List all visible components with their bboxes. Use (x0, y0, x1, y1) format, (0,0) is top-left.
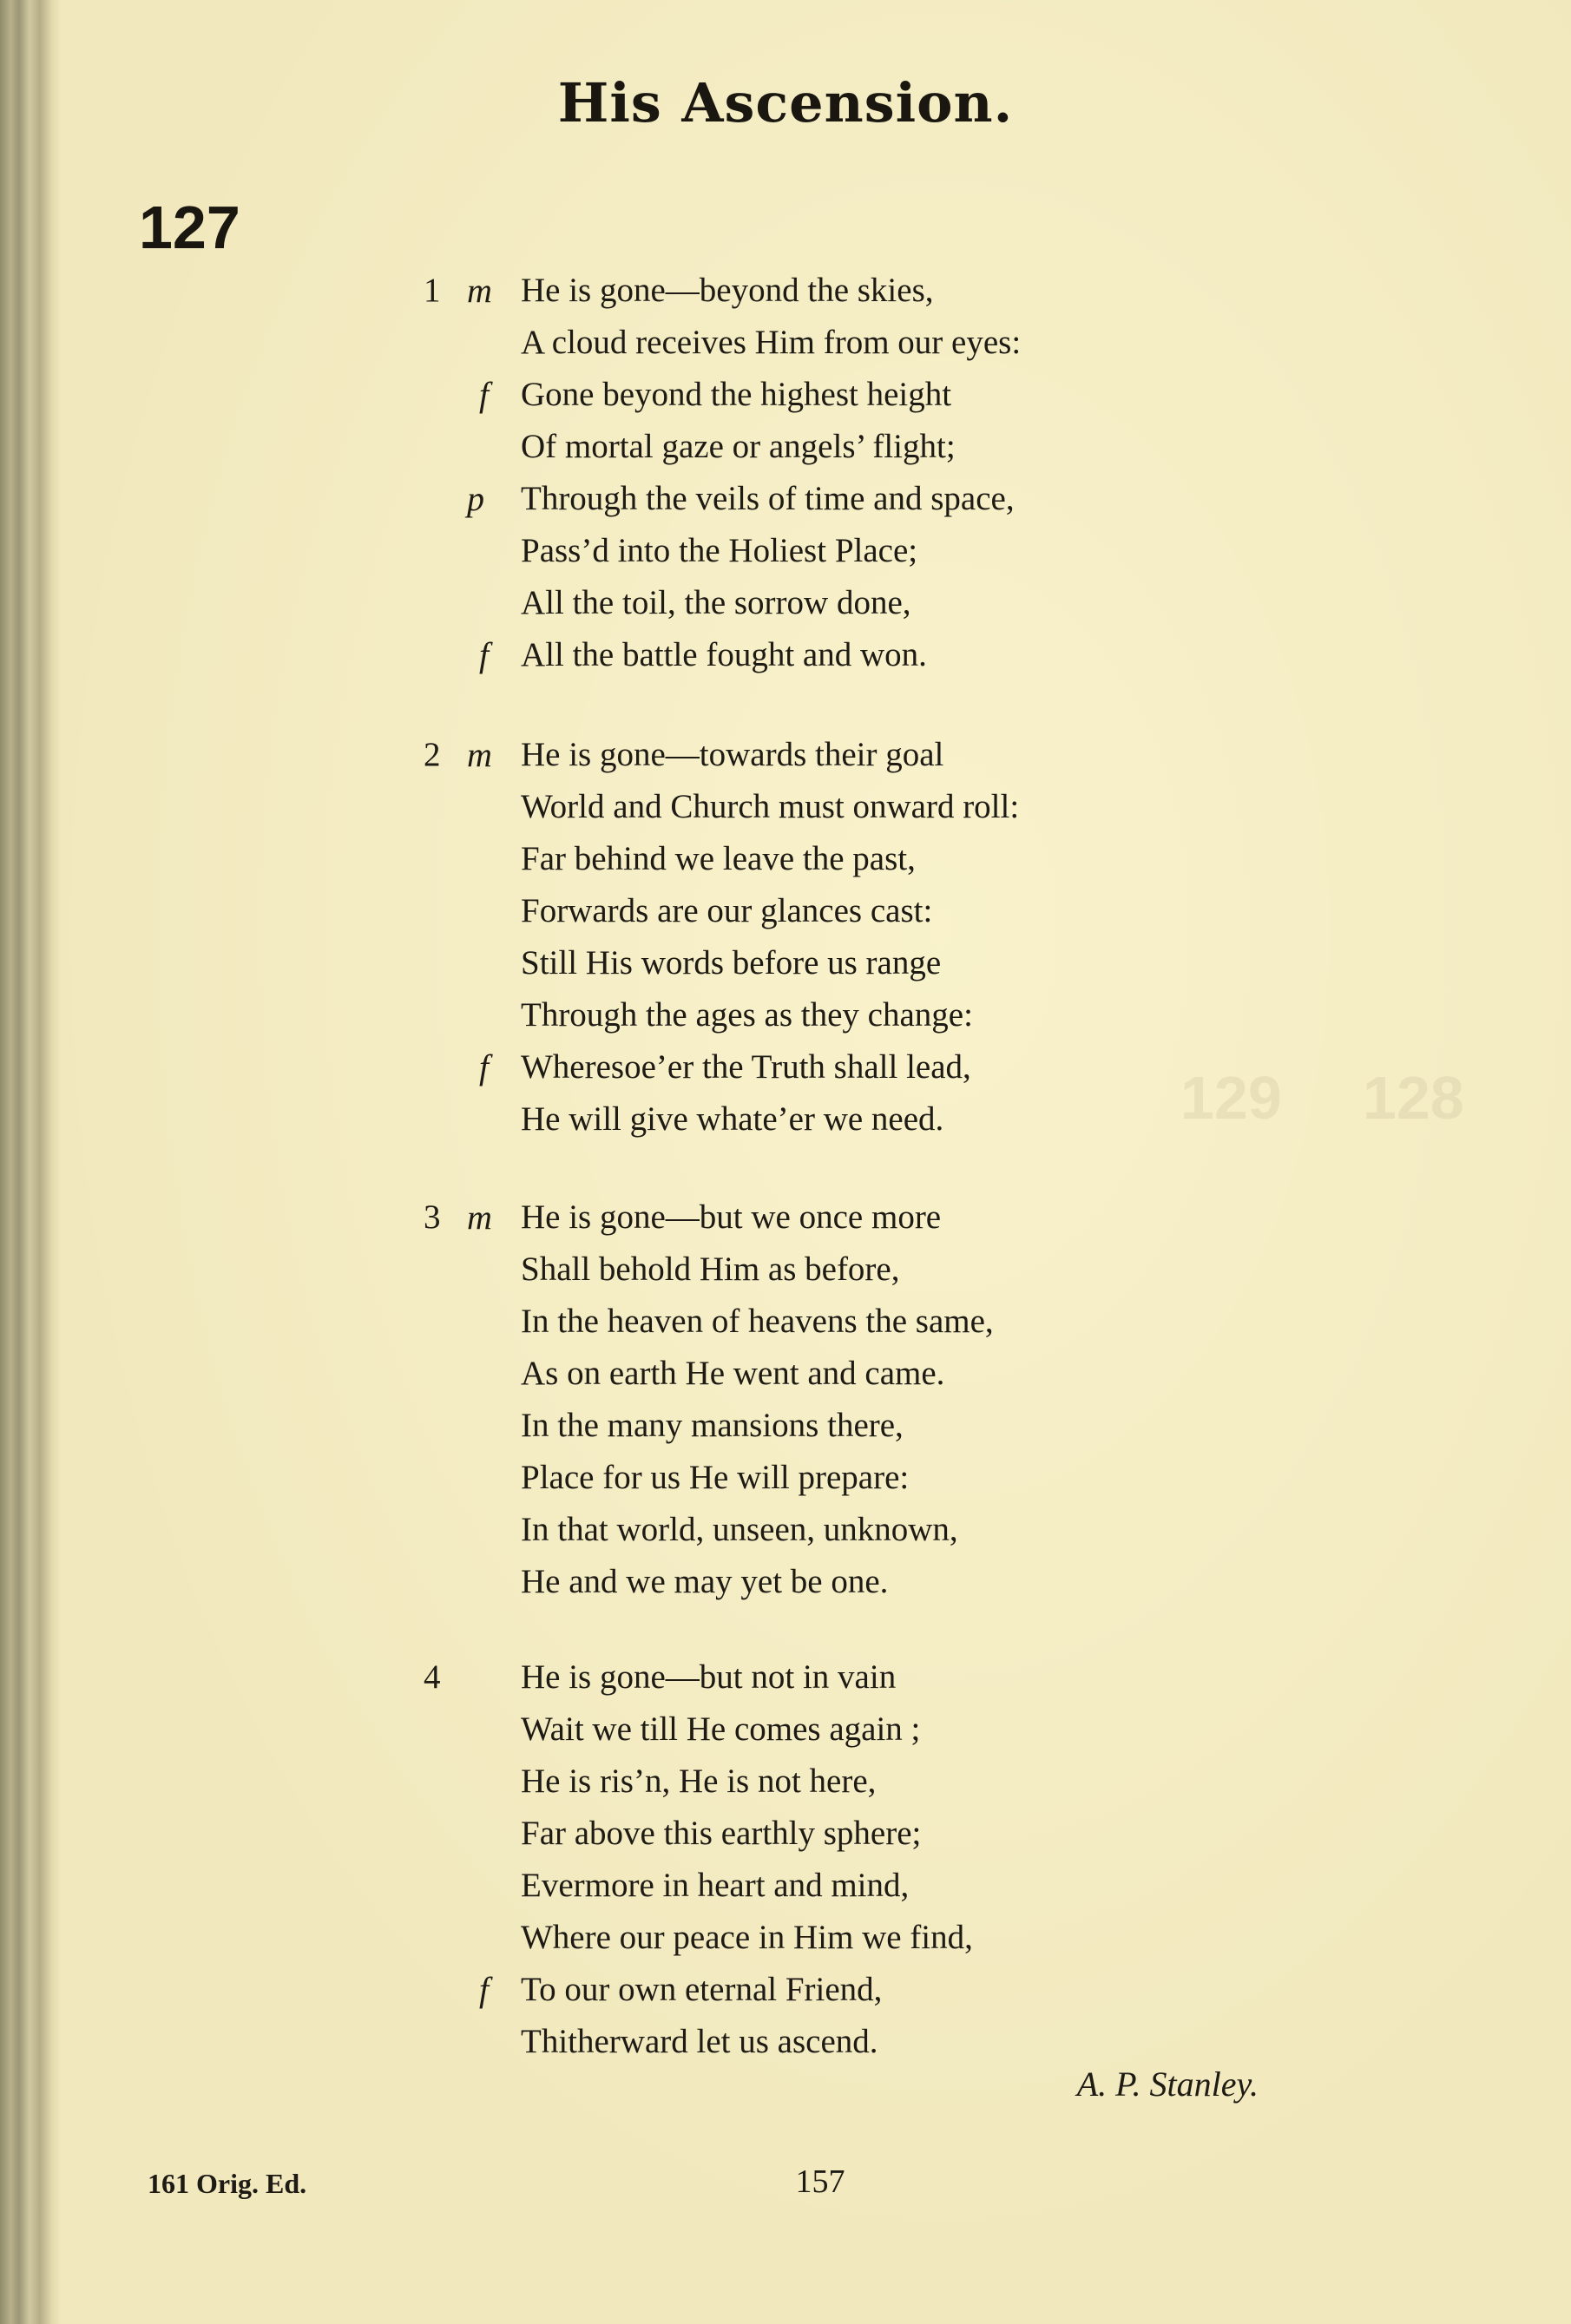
verse-line (0, 729, 1571, 781)
verse-line (0, 1348, 1571, 1400)
verse-line-text: In the many mansions there, (521, 1407, 904, 1444)
verse-line-text: Shall behold Him as before, (521, 1251, 900, 1288)
verse-line-text: Gone beyond the highest height (521, 376, 952, 413)
verse-line (0, 1651, 1571, 1704)
verse-line (0, 1296, 1571, 1348)
verse-line-text: To our own eternal Friend, (521, 1971, 883, 2008)
verse-line-text: Thitherward let us ascend. (521, 2023, 878, 2060)
verse-line-text: He is ris’n, He is not here, (521, 1763, 877, 1800)
verse-line-text: He is gone—but not in vain (521, 1658, 897, 1696)
verse-line (0, 1093, 1571, 1146)
verse-line (0, 1912, 1571, 1964)
verse-line (0, 1704, 1571, 1756)
verse-line-text: Far above this earthly sphere; (521, 1815, 922, 1852)
verse-line-text: A cloud receives Him from our eyes: (521, 324, 1022, 361)
verse-line (0, 781, 1571, 833)
bleed-through-number: 128 (1363, 1064, 1464, 1132)
verse-line-text: He and we may yet be one. (521, 1563, 889, 1600)
hymn-author: A. P. Stanley. (1076, 2065, 1259, 2104)
verse-line-text: Far behind we leave the past, (521, 840, 916, 877)
verse-line-text: Of mortal gaze or angels’ flight; (521, 428, 956, 465)
verse-number: 3 (424, 1198, 441, 1236)
verse-line (0, 1192, 1571, 1244)
verse-line-text: He is gone—beyond the skies, (521, 272, 934, 309)
verse-line-text: All the battle fought and won. (521, 636, 927, 673)
verse-line (0, 1964, 1571, 2016)
verse-line (0, 1041, 1571, 1093)
verse-number: 1 (424, 272, 441, 309)
verse-line-text: Wait we till He comes again ; (521, 1710, 921, 1748)
verse-line (0, 265, 1571, 317)
verse-line (0, 421, 1571, 473)
verse-line-text: Place for us He will prepare: (521, 1459, 910, 1496)
verse-line-text: Forwards are our glances cast: (521, 892, 933, 929)
verse-line (0, 1756, 1571, 1808)
verse-line-text: Still His words before us range (521, 944, 942, 981)
verse-line-text: He is gone—towards their goal (521, 736, 944, 773)
verse-line (0, 2016, 1571, 2068)
verse-line (0, 629, 1571, 681)
hymn-number: 127 (139, 194, 240, 261)
verse-line-text: Evermore in heart and mind, (521, 1867, 910, 1904)
verse-line (0, 1556, 1571, 1608)
verse-line (0, 1808, 1571, 1860)
page-number: 157 (795, 2163, 845, 2200)
page-title: His Ascension. (557, 71, 1014, 135)
verse-line-text: In the heaven of heavens the same, (521, 1303, 994, 1340)
verse-line-text: Through the ages as they change: (521, 996, 973, 1034)
verse-line (0, 577, 1571, 629)
verse-line-text: He is gone—but we once more (521, 1198, 942, 1236)
dynamic-marking: p (467, 479, 484, 518)
verse-line-text: In that world, unseen, unknown, (521, 1511, 958, 1548)
dynamic-marking: m (467, 735, 492, 774)
verse-line-text: World and Church must onward roll: (521, 788, 1020, 825)
verse-line (0, 1504, 1571, 1556)
dynamic-marking: m (467, 271, 492, 310)
verse-line (0, 937, 1571, 989)
verse-line-text: Wheresoe’er the Truth shall lead, (521, 1048, 971, 1086)
original-edition-note: 161 Orig. Ed. (148, 2168, 307, 2199)
dynamic-marking: f (479, 635, 490, 674)
verse-line (0, 1452, 1571, 1504)
dynamic-marking: f (479, 375, 490, 414)
verse-line-text: All the toil, the sorrow done, (521, 584, 911, 621)
verse-line (0, 1860, 1571, 1912)
verse-line (0, 989, 1571, 1041)
verse-line (0, 317, 1571, 369)
verse-line (0, 885, 1571, 937)
verse-line-text: Where our peace in Him we find, (521, 1919, 973, 1956)
dynamic-marking: f (479, 1047, 490, 1087)
verse-number: 2 (424, 736, 441, 773)
verse-line-text: Pass’d into the Holiest Place; (521, 532, 918, 569)
verse-line (0, 1400, 1571, 1452)
dynamic-marking: m (467, 1198, 492, 1237)
verse-line-text: He will give whate’er we need. (521, 1100, 944, 1138)
verse-line (0, 473, 1571, 525)
verse-line (0, 525, 1571, 577)
verse-line (0, 833, 1571, 885)
verse-line (0, 1244, 1571, 1296)
verse-line (0, 369, 1571, 421)
verse-line-text: As on earth He went and came. (521, 1355, 945, 1392)
dynamic-marking: f (479, 1970, 490, 2009)
bleed-through-number: 129 (1180, 1064, 1282, 1132)
verse-line-text: Through the veils of time and space, (521, 480, 1015, 517)
verse-number: 4 (424, 1658, 441, 1696)
